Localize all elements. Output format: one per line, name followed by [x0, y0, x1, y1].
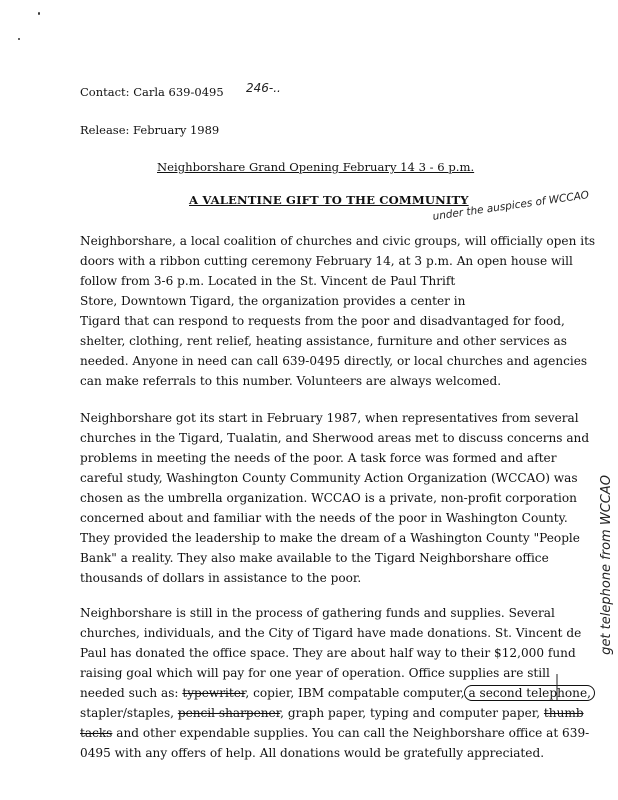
text-line: 0495 with any offers of help. All donations would be gratefully appreciated.: [80, 746, 545, 760]
text-fragment: stapler/staples,: [80, 706, 178, 720]
text-line: Tigard that can respond to requests from the poor and disadvantaged for food,: [80, 314, 565, 328]
text-line: shelter, clothing, rent relief, heating assistance, furniture and other services as: [80, 334, 567, 348]
text-line: can make referrals to this number. Volunteers are always welcomed.: [80, 374, 502, 388]
text-fragment: , copier, IBM compatable computer,: [245, 686, 465, 700]
text-line: Paul has donated the office space. They are about half way to their $12,000 fund: [80, 646, 576, 660]
text-line: chosen as the umbrella organization. WCCAO is a private, non-profit corporation: [80, 491, 577, 505]
stray-mark: [18, 38, 20, 40]
margin-handwritten-note: get telephone from WCCAO: [599, 475, 614, 655]
event-line: Neighborshare Grand Opening February 14 3 - 6 p.m.: [157, 160, 475, 174]
text-line: Store, Downtown Tigard, the organization provides a center in: [80, 294, 466, 308]
text-line: careful study, Washington County Community Action Organization (WCCAO) was: [80, 471, 578, 485]
text-fragment: , graph paper, typing and computer paper,: [280, 706, 544, 720]
circled-text: a second telephone,: [464, 685, 595, 701]
text-line: problems in meeting the needs of the poor. A task force was formed and after: [80, 451, 557, 465]
contact-line: Contact: Carla 639-0495: [80, 85, 224, 99]
text-line: churches in the Tigard, Tualatin, and Sherwood areas met to discuss concerns and: [80, 431, 590, 445]
contact-handwritten-note: 246-..: [246, 81, 281, 95]
struck-text: typewriter: [182, 686, 246, 700]
stray-mark: [38, 12, 40, 15]
text-line: doors with a ribbon cutting ceremony February 14, at 3 p.m. An open house will: [80, 254, 573, 268]
struck-text: tacks: [80, 726, 113, 740]
text-line: raising goal which will pay for one year of operation. Office supplies are still: [80, 666, 550, 680]
text-line: [80, 727, 589, 739]
text-fragment: and other expendable supplies. You can call the Neighborshare office at 639-: [112, 726, 590, 740]
release-line: Release: February 1989: [80, 123, 220, 137]
text-line: needed. Anyone in need can call 639-0495 directly, or local churches and agencies: [80, 354, 588, 368]
text-line: Neighborshare is still in the process of gathering funds and supplies. Several: [80, 606, 555, 620]
text-line: churches, individuals, and the City of Tigard have made donations. St. Vincent de: [80, 626, 582, 640]
document-title: A VALENTINE GIFT TO THE COMMUNITY: [189, 193, 469, 207]
text-line: Neighborshare, a local coalition of churches and civic groups, will officially open its: [80, 234, 596, 248]
text-line: concerned about and familiar with the needs of the poor in Washington County.: [80, 511, 568, 525]
text-line: They provided the leadership to make the dream of a Washington County "People: [80, 531, 580, 545]
handwritten-insert: under the auspices of WCCAO: [431, 189, 590, 223]
text-line: follow from 3-6 p.m. Located in the St. Vincent de Paul Thrift: [80, 274, 456, 288]
text-line: [80, 687, 595, 699]
text-line: Neighborshare got its start in February 1987, when representatives from several: [80, 411, 579, 425]
text-line: thousands of dollars in assistance to the poor.: [80, 571, 362, 585]
text-line: Bank" a reality. They also make available to the Tigard Neighborshare office: [80, 551, 549, 565]
struck-text: thumb: [543, 706, 584, 720]
text-fragment: needed such as:: [80, 686, 183, 700]
struck-text: pencil sharpener: [177, 706, 281, 720]
text-line: [80, 707, 584, 719]
